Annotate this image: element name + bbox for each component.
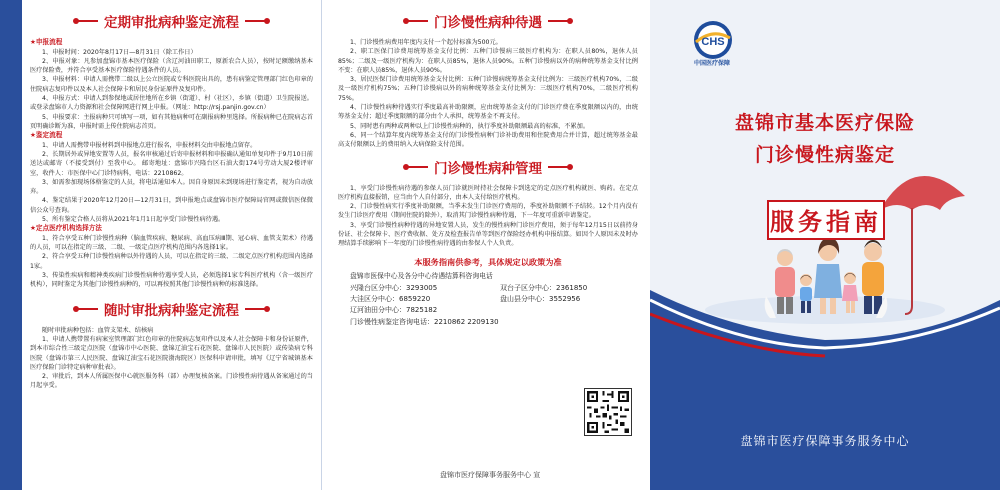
appraisal-phone: 门诊慢性病鉴定咨询电话：2210862 2209130 [350,317,499,326]
paragraph: 3、传染性疾病和精神类疾病门诊慢性病种待遇享受人员，必须选择1家专科医疗机构（含一级医疗机构），同时鉴定为其他门诊慢性病种的，可以再按照其他门诊慢性病种的标准选择。 [30,272,313,289]
cover-panel [650,0,1000,490]
service-guide-badge: 服务指南 [767,200,885,240]
phone-number: 3552956 [549,294,581,303]
section-title-management: 门诊慢性病种管理 [338,156,638,178]
phone-entry [350,305,488,315]
review-list [30,141,313,225]
phone-number: 7825182 [406,305,438,314]
phone-label: 盘山县分中心： [500,294,549,303]
paragraph: 2、申报对象：凡参加盘锦市基本医疗保险（含辽河油田职工，原新农合人员），按时足额缴纳基本医疗保险费，并符合享受基本医疗保险待遇条件的人员。 [30,57,313,75]
paragraph: 1、享受门诊慢性病待遇的参保人员门诊就医时持社会保障卡到选定的定点医疗机构就医、购药。在定点医疗机构直接报销，应当由个人自付部分，由本人支付给医疗机构。 [338,184,638,201]
cover-title-line2: 门诊慢性病鉴定 [754,144,895,166]
paragraph: 1、符合享受五种门诊慢性病种（脑血管疾病、糖尿病、高血压病Ⅲ期、冠心病、血管支架术）待遇的人员，可以在指定的三级、二级、一级定点医疗机构范围内各选择1家。 [30,234,313,252]
apply-heading: ★申报流程 [30,38,63,46]
paragraph: 5、申报要求：主报病种只可填写一项，如有其他病种可在副报病种里选择。所报病种已在院病志首页明确诊断为准，申报时需上传住院病志首页。 [30,113,313,130]
phone-number: 2361850 [556,283,588,292]
paragraph: 4、申报方式：申请人到参保地或居住地所在乡镇（街道）、村（社区），乡镇（街道）卫生院报送。或登录盘锦市人力资源和社会保障网进行网上申报。（网址：http://rsj.panjin.gov.cn） [30,94,313,112]
paragraph: 3、申报材料：申请人需携带二级以上公立医院或专科医院出具的，患有病鉴定管理部门红色印章的住院病志复印件以及本人社会保障卡和居民身份证原件及复印件。 [30,76,313,93]
manage-list [338,184,638,249]
paragraph: 随时审批病种包括：血管支架术、结核病 [42,326,154,334]
hospital-heading: ★定点医疗机构选择方法 [30,224,102,233]
section-title-benefits: 门诊慢性病种待遇 [338,10,638,32]
phone-label: 双台子区分中心： [500,283,556,292]
phone-label: 兴隆台区分中心： [350,283,406,292]
phone-entry [350,294,488,304]
qr-code-icon [584,388,632,436]
paragraph: 2、长期居外或异地安置等人员，报名审核通过后寄申报材料和申报确认通知单复印件于9月10日前送达或邮寄（不接受到付）至我中心。 邮寄地址：盘锦市兴隆台区石油大街174号劳动大厦2楼评审室，收件人：市医保中心门诊特病科，电话：2210862。 [30,150,313,177]
benefit-list [338,38,638,150]
cover-title-line1: 盘锦市基本医疗保险 [734,112,915,134]
paragraph: 3、居民医保门诊费用统筹基金支付比例：五种门诊慢病统筹基金支付比例为：三级医疗机构70%，二级及一级医疗机构75%；五种门诊慢病以外的病种统筹基金支付比例为：三级医疗机构70%，二级医疗机构75%。 [338,76,638,102]
cover-issuer: 盘锦市医疗保障事务服务中心 [740,434,910,448]
paragraph: 2、审批后，到本人所属医保中心就医服务科（部）办理复核备案。门诊慢性病待遇从备案通过的当月起享受。 [30,373,313,390]
phone-number: 3293005 [406,283,438,292]
phone-entry [500,283,638,293]
paragraph: 5、同时患有两种或两种以上门诊慢性病种的，执行季度补助限额最高的标准，不累加。 [350,122,590,130]
paragraph: 2、符合享受五种门诊慢性病种以外待遇的人员，可以在指定的三级、二级定点医疗机构范围内选择1家。 [30,253,313,270]
paragraph: 2、门诊慢性病实行季度补助限额，当季未发生门诊医疗费用的，季度补助限额不予结转。12个月内没有发生门诊医疗费用（期间住院的除外），取消其门诊慢性病种待遇，下一年度可重新申请鉴定。 [338,203,638,220]
phone-entry [500,294,638,304]
section-title-anytime: 随时审批病种鉴定流程 [30,298,313,320]
phone-entry [350,283,488,293]
review-heading: ★鉴定流程 [30,131,63,140]
paragraph: 1、申报时间：2020年8月17日—8月31日（除工作日） [42,48,197,56]
phone-label: 辽河油田分中心： [350,305,406,314]
cover-background-art [650,0,1000,490]
policy-notice: 本服务指南供参考，具体规定以政策为准 [414,256,562,267]
section-title-periodic: 定期审批病种鉴定流程 [30,10,313,32]
paragraph: 3、如需参加现场体格鉴定的人员，将电话通知本人。因自身原因未到现场进行鉴定者，视为自动放弃。 [30,178,313,196]
paragraph: 1、申请人需携带申报材料到申报地点进行报名，申报材料交由申报地点留存。 [42,141,257,149]
logo-letters: CHS [701,36,725,48]
footer-publisher: 盘锦市医疗保障事务服务中心 宣 [440,471,541,479]
paragraph: 3、享受门诊慢性病种待遇的异地安置人员，发生的慢性病种门诊医疗费用，须于每年12月15日以前持身份证、社会保障卡、医疗费收据、处方及检查报告单等到医疗保险经办机构申报结算。如因个人原因未及时办理结算手续影响下一年度的门诊慢性病待遇的由参保人个人负责。 [338,221,638,248]
logo-caption: 中国医疗保障 [693,60,730,67]
paragraph: 1、门诊慢性病费用年度内支付一个起付标准为500元。 [350,39,502,46]
left-blue-band [0,0,22,490]
hospital-list [30,234,313,290]
anytime-list [30,326,313,391]
phone-list [350,283,638,315]
left-panel [0,0,322,490]
paragraph: 2、职工医保门诊费用统筹基金支付比例：五种门诊慢病三级医疗机构为：在职人员80%，退休人员85%；二级及一级医疗机构为：在职人员85%，退休人员90%。五种门诊慢病以外的病种统筹基金支付比例不变：在职人员85%，退休人员90%。 [338,48,638,74]
middle-panel [322,0,650,490]
apply-list [30,48,313,132]
phone-list-title: 盘锦市医保中心及各分中心待遇结算科咨询电话 [350,271,493,280]
phone-number: 6859220 [399,294,431,303]
paragraph: 4、门诊慢性病种待遇实行季度最高补助限额，应由统筹基金支付的门诊医疗费在季度限额以内的，由统筹基金支付；超过季度限额的部分由个人承担，统筹基金不再支付。 [338,104,638,121]
paragraph: 1、申请人携带置有病案室管理部门红色印章的住院病志复印件以及本人社会保障卡和身份证原件，到本市综合性三级定点医院（盘锦市中心医院、盘锦辽油宝石花医院、盘锦市人民医院）或传染病专科医院（盘锦市第三人民医院、盘锦辽油宝石花医院渤海院区）医保科申请审批，填写《辽宁省城镇基本医疗保险门诊特定病种审批表》。 [30,335,313,371]
paragraph: 6、同一个结算年度内统筹基金支付的门诊慢性病种门诊补助费用和住院费用合并计算，超过统筹基金最高支付限额以上的费用纳入大病保险支付范围。 [338,131,638,149]
phone-label: 大洼区分中心： [350,294,399,303]
paragraph: 5、所有鉴定合格人员将从2021年1月1日起享受门诊慢性病待遇。 [42,216,225,224]
paragraph: 4、鉴定结果于2020年12月20日—12月31日，到申报地点或盘锦市医疗保障局官网或微信医保微信公众号查询。 [30,197,313,214]
